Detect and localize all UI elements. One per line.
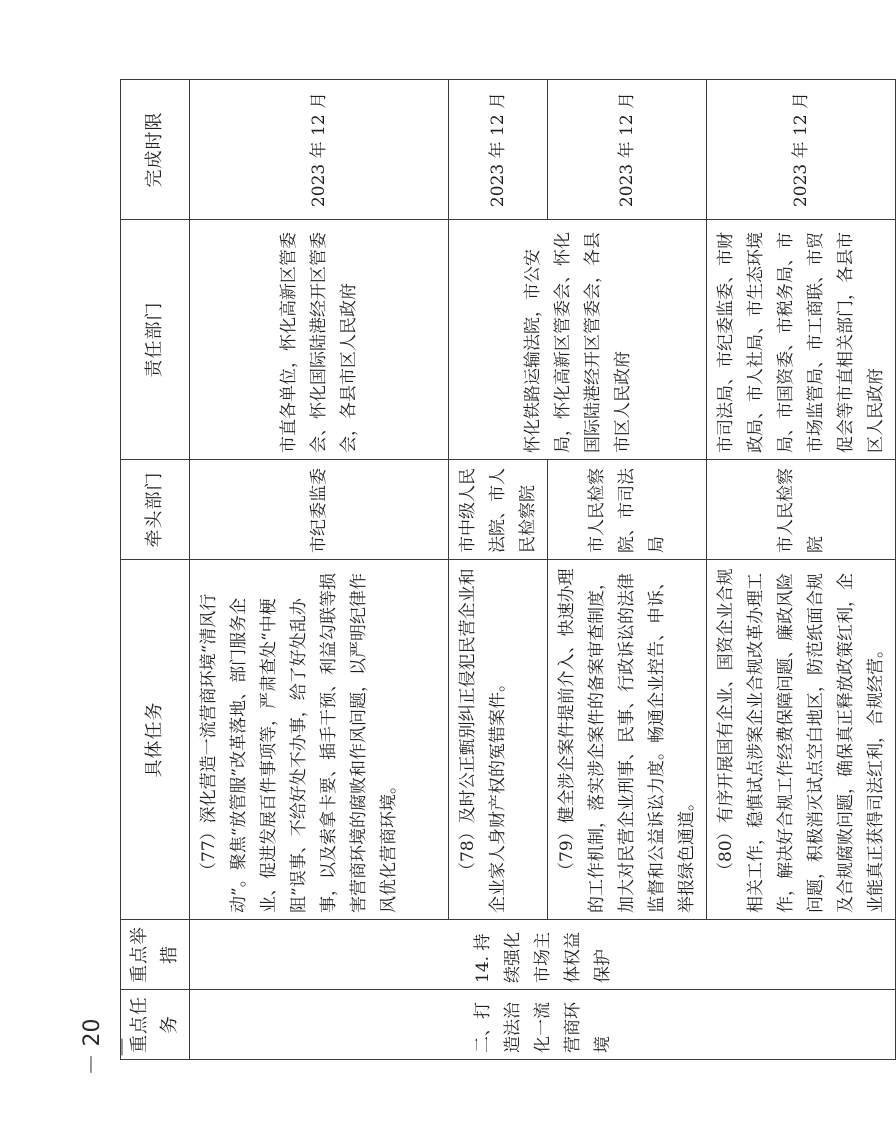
task-table	[120, 79, 896, 1060]
header-specific-task: 具体任务	[121, 560, 190, 920]
table-row	[190, 80, 449, 1060]
resp-dept-cell: 市司法局、市纪委监委、市财政局、市人社局、市生态环境局、市国资委、市税务局、市市场监管局、市工商联、市贸促会等市直相关部门，各县市区人民政府	[707, 220, 896, 460]
task-text: （80）有序开展国有企业、国资企业合规相关工作，稳慎试点涉案企业合规改革办理工作，解决好合规工作经费保障问题、廉政风险问题，积极消灭试点空白地区，防范纸面合规及合规腐败问题，确保真正释放政策红利，企业能真正获得司法红利，合规经营。	[716, 568, 886, 913]
rotated-table-page	[120, 80, 886, 1060]
header-lead-dept: 牵头部门	[121, 460, 190, 560]
lead-dept-cell: 市纪委监委	[190, 460, 449, 560]
resp-dept-cell: 怀化铁路运输法院，市公安局，怀化高新区管委会、怀化国际陆港经开区管委会，各县市区人民政府	[449, 220, 707, 460]
header-deadline: 完成时限	[121, 80, 190, 220]
header-row	[121, 80, 190, 1060]
task-text: （79）健全涉企案件提前介入、快速办理的工作机制，落实涉企案件的备案审查制度，加大对民营企业刑事、民事、行政诉讼的法律监督和公益诉讼力度。畅通企业控告、申诉、举报绿色通道。	[557, 568, 697, 913]
header-resp-dept: 责任部门	[121, 220, 190, 460]
header-key-task: 重点任务	[121, 990, 190, 1060]
page-number: － 20 －	[80, 1018, 136, 1076]
task-cell	[548, 560, 707, 920]
table-row	[707, 80, 896, 1060]
header-key-measure: 重点举措	[121, 920, 190, 990]
deadline-cell: 2023 年 12 月	[548, 80, 707, 220]
key-task-cell: 二、打造法治化一流营商环境	[190, 990, 896, 1060]
deadline-cell: 2023 年 12 月	[707, 80, 896, 220]
deadline-cell: 2023 年 12 月	[190, 80, 449, 220]
task-cell	[449, 560, 548, 920]
key-measure-cell: 14. 持续强化市场主体权益保护	[190, 920, 896, 990]
table-row	[449, 80, 548, 1060]
lead-dept-cell: 市人民检察院、市司法局	[548, 460, 707, 560]
task-text: （78）及时公正甄别纠正侵犯民营企业和企业家人身财产权的冤错案件。	[458, 568, 508, 913]
task-cell	[190, 560, 449, 920]
task-cell	[707, 560, 896, 920]
task-text: （77）深化营造一流营商环境“清风行动”。聚焦“放管服”改革落地、部门服务企业、促进发展百件事项等，严肃查处“中梗阻”误事、不给好处不办事，给了好处乱办事，以及索拿卡要、插手干预、利益勾联等损害营商环境的腐败和作风问题，以严明纪律作风优化营商环境。	[199, 573, 399, 913]
lead-dept-cell: 市中级人民法院、市人民检察院	[449, 460, 548, 560]
deadline-cell: 2023 年 12 月	[449, 80, 548, 220]
lead-dept-cell: 市人民检察院	[707, 460, 896, 560]
resp-dept-cell: 市直各单位，怀化高新区管委会、怀化国际陆港经开区管委会，各县市区人民政府	[190, 220, 449, 460]
